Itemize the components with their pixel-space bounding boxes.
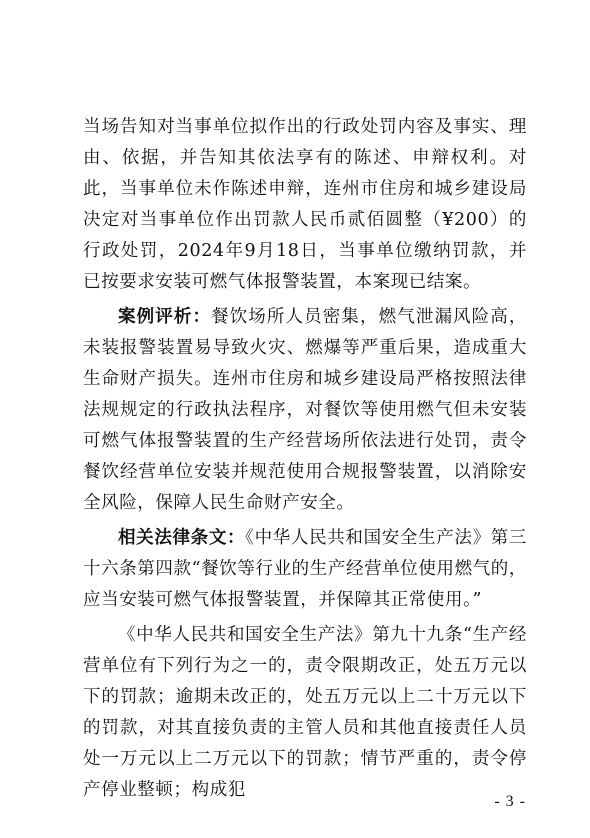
case-review-label: 案例评析： [118, 307, 212, 327]
paragraph-text: 当场告知对当事单位拟作出的行政处罚内容及事实、理由、依据，并告知其依法享有的陈述、申辩权利。对此，当事单位未作陈述申辩，连州市住房和城乡建设局决定对当事单位作出罚款人民币贰佰圆整（¥200）的行政处罚，2024年9月18日，当事单位缴纳罚款，并已按要求安装可燃气体报警装置，本案现已结案。 [83, 117, 527, 292]
related-law-label: 相关法律条文： [118, 528, 246, 548]
paragraph-case-review [83, 302, 527, 519]
paragraph-law-article-99 [83, 620, 527, 806]
paragraph-text: 餐饮场所人员密集，燃气泄漏风险高，未装报警装置易导致火灾、燃爆等严重后果，造成重大生命财产损失。连州市住房和城乡建设局严格按照法律法规规定的行政执法程序，对餐饮等使用燃气但未安装可燃气体报警装置的生产经营场所依法进行处罚，责令餐饮经营单位安装并规范使用合规报警装置，以消除安全风险，保障人民生命财产安全。 [83, 307, 528, 513]
paragraph-related-law [83, 523, 527, 616]
page-number: - 3 - [494, 793, 526, 810]
paragraph-text: 《中华人民共和国安全生产法》第九十九条“生产经营单位有下列行为之一的，责令限期改正，处五万元以下的罚款；逾期未改正的，处五万元以上二十万元以下的罚款，对其直接负责的主管人员和其他直接责任人员处一万元以上二万元以下的罚款；情节严重的，责令停产停业整顿；构成犯 [83, 625, 527, 800]
paragraph-case-conclusion [83, 112, 527, 298]
paragraph-text: 《中华人民共和国安全生产法》第三十六条第四款“餐饮等行业的生产经营单位使用燃气的，应当安装可燃气体报警装置，并保障其正常使用。” [83, 528, 528, 610]
document-body [83, 112, 527, 806]
